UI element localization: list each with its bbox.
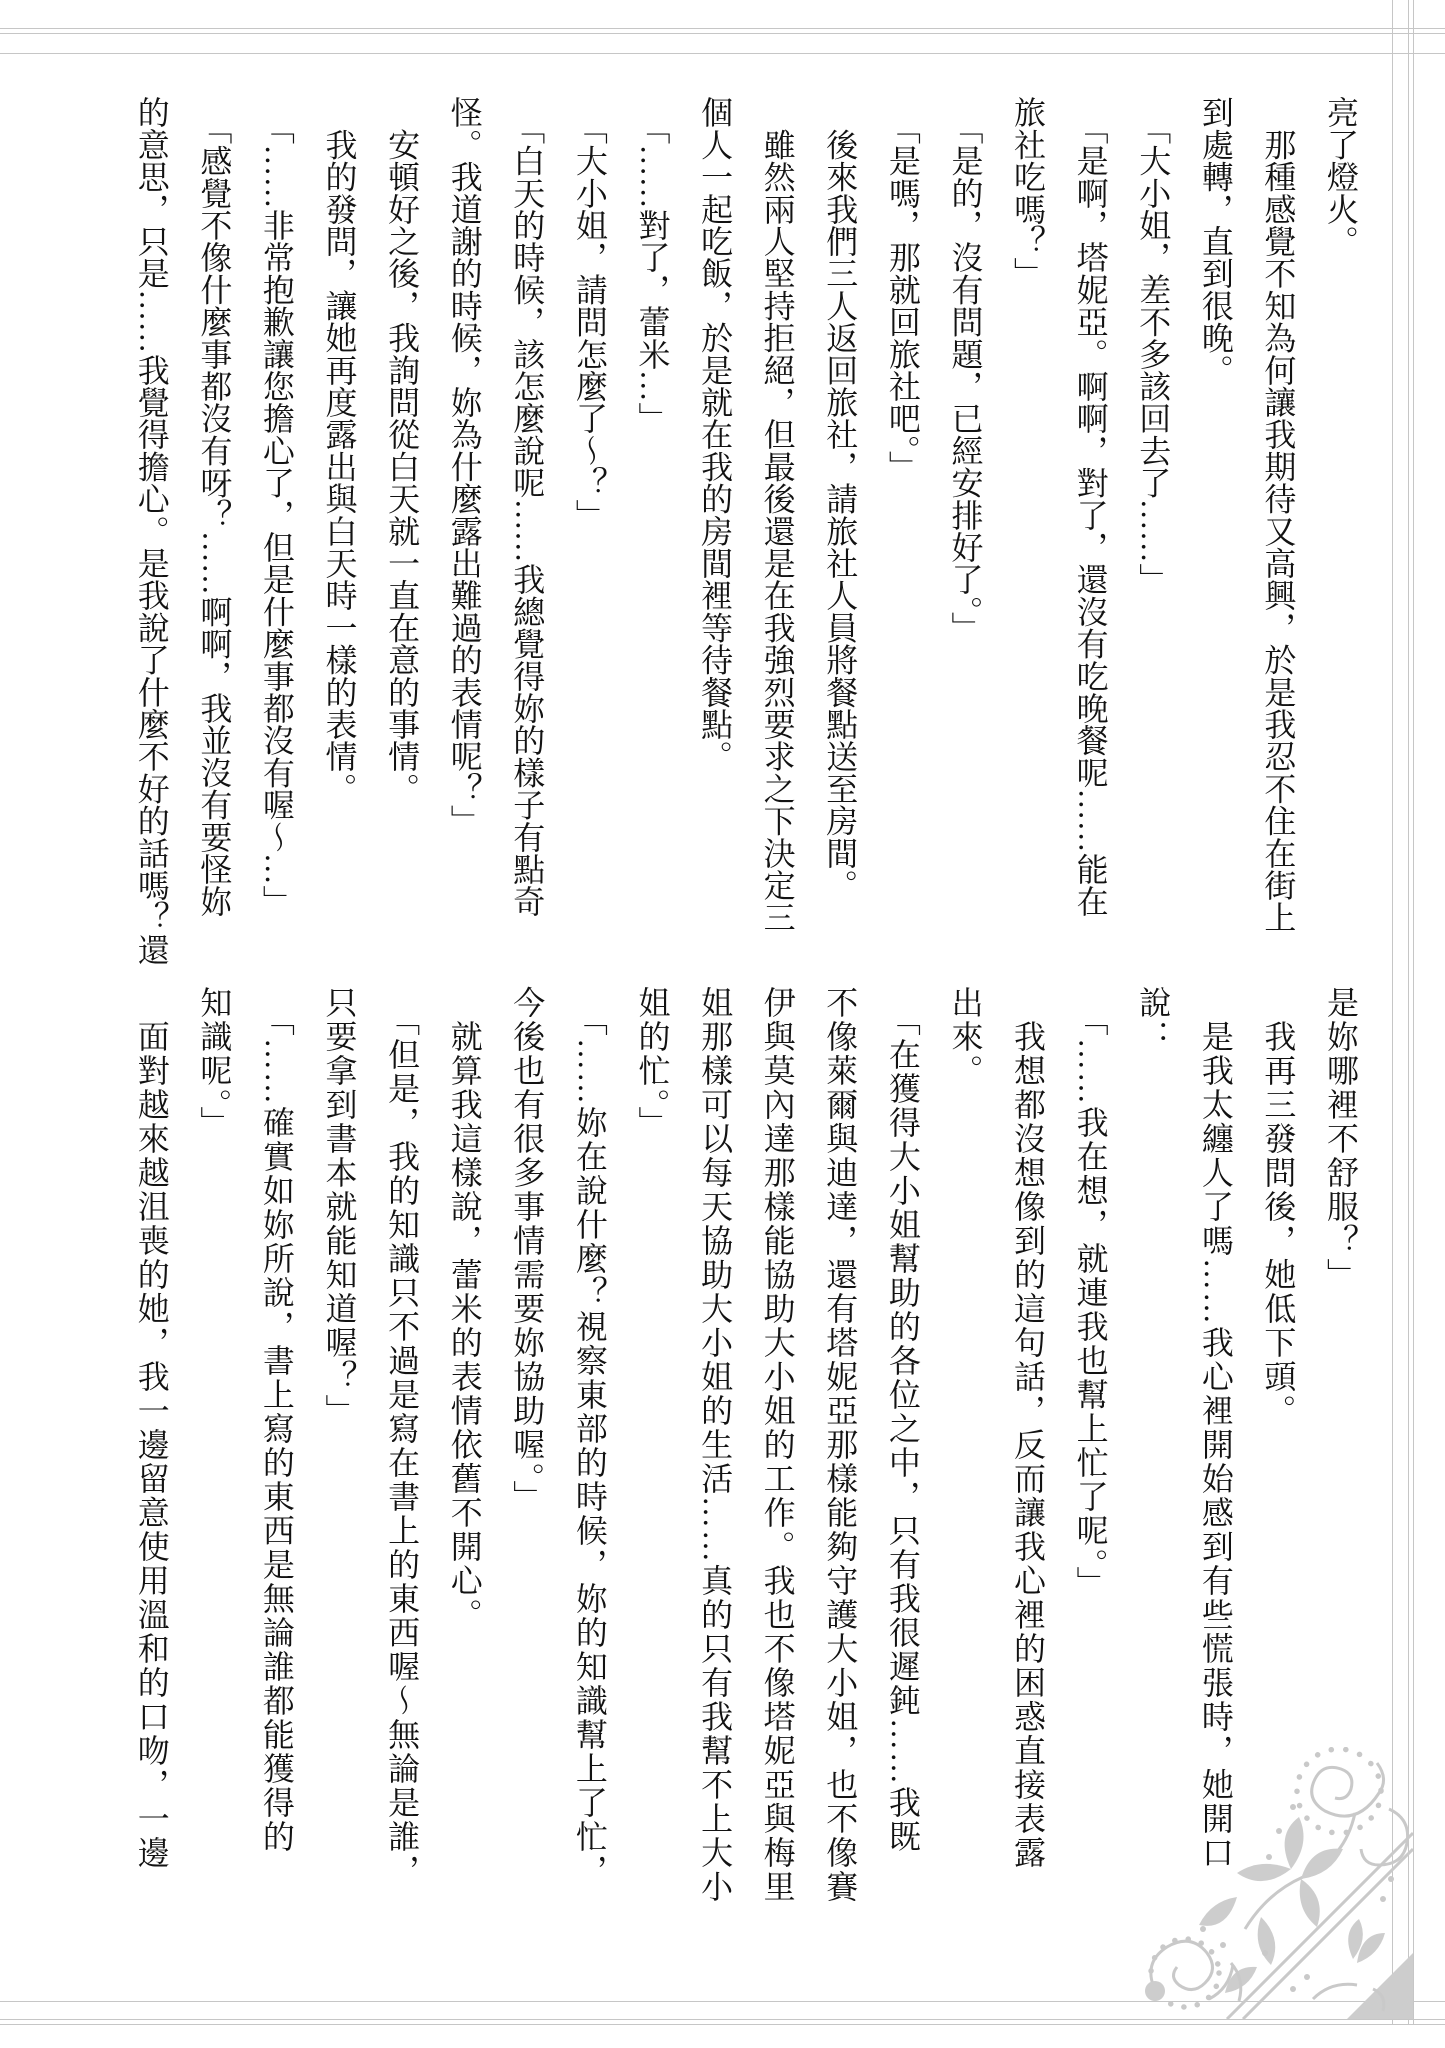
text-column: 「……確實如妳所說，書上寫的東西是無論誰都能獲得的 xyxy=(258,986,295,1854)
text-column: 我的發問，讓她再度露出與白天時一樣的表情。 xyxy=(321,96,358,805)
text-column: 「是的，沒有問題，已經安排好了。」 xyxy=(947,96,984,644)
text-column: 我想都沒想像到的這句話，反而讓我心裡的困惑直接表露 xyxy=(1010,986,1047,1870)
text-column: 「是嗎，那就回旅社吧。」 xyxy=(884,96,921,483)
text-column: 「……妳在說什麼？視察東部的時候，妳的知識幫上了忙， xyxy=(571,986,608,1888)
bottom-border-line-outer-a xyxy=(0,2019,1445,2020)
right-border-line-outer-b xyxy=(1413,0,1414,2024)
text-column: 姐的忙。」 xyxy=(634,986,671,1140)
text-column: 旅社吃嗎？」 xyxy=(1010,96,1047,290)
top-border-line-inner xyxy=(0,53,1445,54)
text-column: 出來。 xyxy=(947,986,984,1088)
right-border-line-inner xyxy=(1392,0,1393,2024)
text-column: 的意思，只是……我覺得擔心。是我說了什麼不好的話嗎？還 xyxy=(133,96,170,966)
text-column: 就算我這樣說，蕾米的表情依舊不開心。 xyxy=(446,986,483,1632)
text-column: 是我太纏人了嗎……我心裡開始感到有些慌張時，她開口 xyxy=(1197,986,1234,1870)
top-border-line-outer-a xyxy=(0,28,1445,29)
text-column: 「在獲得大小姐幫助的各位之中，只有我很遲鈍……我既 xyxy=(884,986,921,1854)
text-column: 我再三發問後，她低下頭。 xyxy=(1260,986,1297,1428)
text-column: 今後也有很多事情需要妳協助喔。」 xyxy=(509,986,546,1514)
text-column: 「……我在想，就連我也幫上忙了呢。」 xyxy=(1072,986,1109,1600)
text-column: 個人一起吃飯，於是就在我的房間裡等待餐點。 xyxy=(697,96,734,773)
top-text-block xyxy=(120,96,1372,972)
text-column: 不像萊爾與迪達，還有塔妮亞那樣能夠守護大小姐，也不像賽 xyxy=(822,986,859,1904)
text-column: 安頓好之後，我詢問從白天就一直在意的事情。 xyxy=(384,96,421,805)
right-border-line-outer-a xyxy=(1408,0,1409,2024)
text-column: 那種感覺不知為何讓我期待又高興，於是我忍不住在街上 xyxy=(1260,96,1297,934)
text-column: 「白天的時候，該怎麼說呢……我總覺得妳的樣子有點奇 xyxy=(509,96,546,918)
text-column: 面對越來越沮喪的她，我一邊留意使用溫和的口吻，一邊 xyxy=(133,986,170,1870)
text-column: 「但是，我的知識只不過是寫在書上的東西喔～無論是誰， xyxy=(384,986,421,1888)
bottom-border-line-outer-b xyxy=(0,2024,1445,2025)
text-column: 姐那樣可以每天協助大小姐的生活……真的只有我幫不上大小 xyxy=(697,986,734,1904)
text-column: 「感覺不像什麼事都沒有呀？……啊啊，我並沒有要怪妳 xyxy=(196,96,233,918)
text-column: 只要拿到書本就能知道喔？」 xyxy=(321,986,358,1428)
text-column: 「大小姐，差不多該回去了……」 xyxy=(1135,96,1172,596)
text-column: 後來我們三人返回旅社，請旅社人員將餐點送至房間。 xyxy=(822,96,859,901)
text-column: 怪。我道謝的時候，妳為什麼露出難過的表情呢？」 xyxy=(446,96,483,837)
text-column: 知識呢。」 xyxy=(196,986,233,1140)
text-column: 「是啊，塔妮亞。啊啊，對了，還沒有吃晚餐呢……能在 xyxy=(1072,96,1109,918)
text-column: 「……對了，蕾米…」 xyxy=(634,96,671,435)
text-column: 「大小姐，請問怎麼了～？」 xyxy=(571,96,608,531)
text-column: 亮了燈火。 xyxy=(1323,96,1359,257)
text-column: 是妳哪裡不舒服？」 xyxy=(1323,986,1359,1292)
text-column: 伊與莫內達那樣能協助大小姐的工作。我也不像塔妮亞與梅里 xyxy=(759,986,796,1904)
text-column: 到處轉，直到很晚。 xyxy=(1197,96,1234,386)
text-column: 說： xyxy=(1135,986,1172,1054)
top-border-line-outer-b xyxy=(0,33,1445,34)
bottom-text-block xyxy=(120,986,1372,1908)
text-column: 「……非常抱歉讓您擔心了，但是什麼事都沒有喔～…」 xyxy=(258,96,295,918)
text-column: 雖然兩人堅持拒絕，但最後還是在我強烈要求之下決定三 xyxy=(759,96,796,934)
